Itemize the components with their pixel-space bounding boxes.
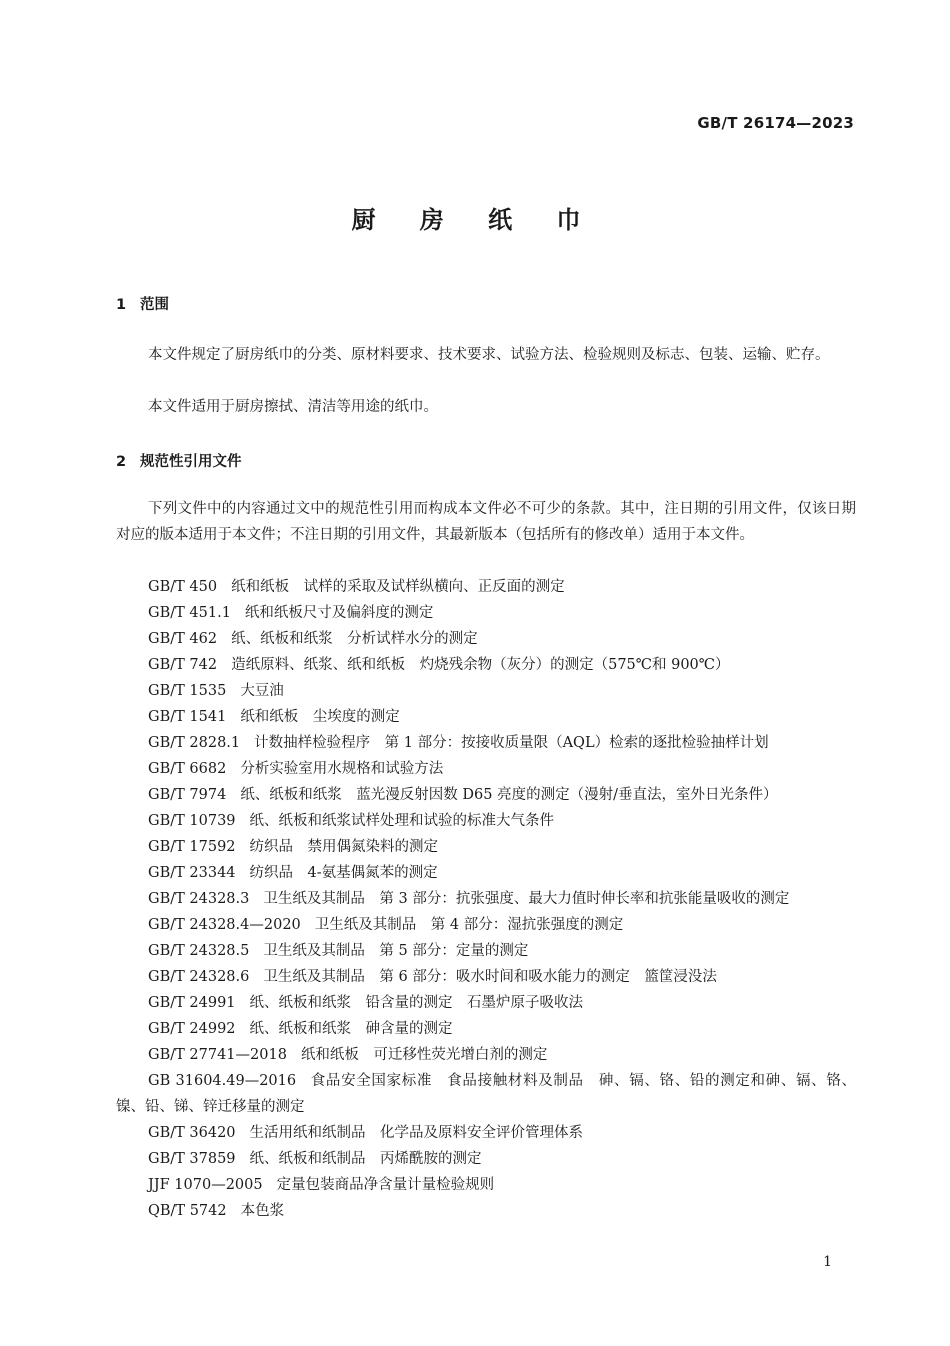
reference-code: JJF 1070—2005 bbox=[148, 1177, 263, 1193]
reference-code: GB/T 37859 bbox=[148, 1151, 236, 1167]
reference-code: GB/T 7974 bbox=[148, 787, 227, 803]
reference-code: GB/T 6682 bbox=[148, 761, 227, 777]
reference-title: 纸和纸板 尘埃度的测定 bbox=[240, 709, 400, 725]
reference-title: 纸、纸板和纸制品 丙烯酰胺的测定 bbox=[249, 1151, 482, 1167]
section-1-paragraph-1: 本文件规定了厨房纸巾的分类、原材料要求、技术要求、试验方法、检验规则及标志、包装、运输、贮存。 bbox=[148, 347, 830, 363]
document-title: 厨 房 纸 巾 bbox=[351, 206, 599, 234]
reference-item bbox=[116, 730, 856, 756]
reference-item bbox=[116, 834, 856, 860]
reference-code: GB/T 451.1 bbox=[148, 605, 231, 621]
section-1-number: 1 bbox=[116, 297, 127, 313]
reference-code: GB/T 742 bbox=[148, 657, 218, 673]
section-1-paragraph-2: 本文件适用于厨房擦拭、清洁等用途的纸巾。 bbox=[148, 399, 438, 415]
reference-title: 纸、纸板和纸浆试样处理和试验的标准大气条件 bbox=[249, 813, 555, 829]
reference-item bbox=[116, 626, 856, 652]
reference-title: 纸和纸板 试样的采取及试样纵横向、正反面的测定 bbox=[231, 579, 565, 595]
reference-code: GB/T 36420 bbox=[148, 1125, 236, 1141]
reference-title: 纺织品 4-氨基偶氮苯的测定 bbox=[249, 865, 438, 881]
reference-item bbox=[116, 704, 856, 730]
reference-title: 计数抽样检验程序 第 1 部分：按接收质量限（AQL）检索的逐批检验抽样计划 bbox=[254, 735, 769, 751]
reference-item bbox=[116, 756, 856, 782]
reference-item bbox=[116, 860, 856, 886]
reference-code: GB/T 24328.3 bbox=[148, 891, 250, 907]
reference-item bbox=[116, 574, 856, 600]
reference-item bbox=[116, 1042, 856, 1068]
reference-item bbox=[116, 912, 856, 938]
reference-title: 纸、纸板和纸浆 砷含量的测定 bbox=[249, 1021, 453, 1037]
reference-title: 食品安全国家标准 食品接触材料及制品 砷、镉、铬、铅的测定和砷、镉、铬、镍、铅、锑、锌迁移量的测定 bbox=[116, 1073, 857, 1115]
reference-title: 纸、纸板和纸浆 蓝光漫反射因数 D65 亮度的测定（漫射/垂直法，室外日光条件） bbox=[240, 787, 778, 803]
reference-code: GB/T 17592 bbox=[148, 839, 236, 855]
reference-code: GB/T 27741—2018 bbox=[148, 1047, 287, 1063]
reference-code: GB 31604.49—2016 bbox=[148, 1073, 297, 1089]
reference-code: GB/T 24992 bbox=[148, 1021, 236, 1037]
reference-title: 卫生纸及其制品 第 4 部分：湿抗张强度的测定 bbox=[314, 917, 624, 933]
reference-title: 大豆油 bbox=[240, 683, 284, 699]
reference-item bbox=[116, 808, 856, 834]
reference-item bbox=[116, 782, 856, 808]
reference-item bbox=[116, 1146, 856, 1172]
section-2-intro: 下列文件中的内容通过文中的规范性引用而构成本文件必不可少的条款。其中，注日期的引用文件，仅该日期对应的版本适用于本文件；不注日期的引用文件，其最新版本（包括所有的修改单）适用于本文件。 bbox=[116, 501, 856, 543]
reference-code: GB/T 2828.1 bbox=[148, 735, 241, 751]
reference-list bbox=[116, 574, 856, 1224]
reference-item bbox=[116, 1198, 856, 1224]
reference-item bbox=[116, 990, 856, 1016]
reference-code: GB/T 462 bbox=[148, 631, 218, 647]
reference-code: GB/T 24328.5 bbox=[148, 943, 250, 959]
reference-title: 卫生纸及其制品 第 3 部分：抗张强度、最大力值时伸长率和抗张能量吸收的测定 bbox=[263, 891, 790, 907]
reference-title: 定量包装商品净含量计量检验规则 bbox=[276, 1177, 495, 1193]
section-1-heading bbox=[116, 293, 169, 314]
reference-item bbox=[116, 600, 856, 626]
section-1-title: 范围 bbox=[140, 297, 169, 313]
standard-number: GB/T 26174—2023 bbox=[697, 114, 854, 132]
reference-title: 纺织品 禁用偶氮染料的测定 bbox=[249, 839, 439, 855]
reference-code: GB/T 1535 bbox=[148, 683, 227, 699]
reference-item bbox=[116, 1120, 856, 1146]
reference-item bbox=[116, 652, 856, 678]
reference-item bbox=[116, 1016, 856, 1042]
reference-title: 卫生纸及其制品 第 6 部分：吸水时间和吸水能力的测定 篮筐浸没法 bbox=[263, 969, 717, 985]
reference-item bbox=[116, 678, 856, 704]
reference-title: 纸和纸板 可迁移性荧光增白剂的测定 bbox=[300, 1047, 548, 1063]
section-2-number: 2 bbox=[116, 454, 127, 470]
page-number: 1 bbox=[823, 1254, 832, 1270]
reference-title: 本色浆 bbox=[240, 1203, 285, 1219]
reference-code: QB/T 5742 bbox=[148, 1203, 227, 1219]
reference-code: GB/T 24328.4—2020 bbox=[148, 917, 301, 933]
reference-code: GB/T 24328.6 bbox=[148, 969, 250, 985]
reference-code: GB/T 24991 bbox=[148, 995, 236, 1011]
reference-title: 生活用纸和纸制品 化学品及原料安全评价管理体系 bbox=[249, 1125, 584, 1141]
reference-title: 纸和纸板尺寸及偏斜度的测定 bbox=[244, 605, 434, 621]
reference-code: GB/T 450 bbox=[148, 579, 218, 595]
reference-item bbox=[116, 964, 856, 990]
reference-item bbox=[116, 1068, 856, 1120]
reference-title: 卫生纸及其制品 第 5 部分：定量的测定 bbox=[263, 943, 529, 959]
section-2-title: 规范性引用文件 bbox=[140, 454, 242, 470]
reference-title: 纸、纸板和纸浆 分析试样水分的测定 bbox=[231, 631, 478, 647]
reference-code: GB/T 23344 bbox=[148, 865, 236, 881]
reference-code: GB/T 10739 bbox=[148, 813, 236, 829]
reference-item bbox=[116, 1172, 856, 1198]
reference-item bbox=[116, 886, 856, 912]
reference-code: GB/T 1541 bbox=[148, 709, 227, 725]
reference-title: 分析实验室用水规格和试验方法 bbox=[240, 761, 444, 777]
section-2-heading bbox=[116, 450, 242, 471]
reference-title: 造纸原料、纸浆、纸和纸板 灼烧残余物（灰分）的测定（575℃和 900℃） bbox=[231, 657, 730, 673]
reference-title: 纸、纸板和纸浆 铅含量的测定 石墨炉原子吸收法 bbox=[249, 995, 584, 1011]
reference-item bbox=[116, 938, 856, 964]
